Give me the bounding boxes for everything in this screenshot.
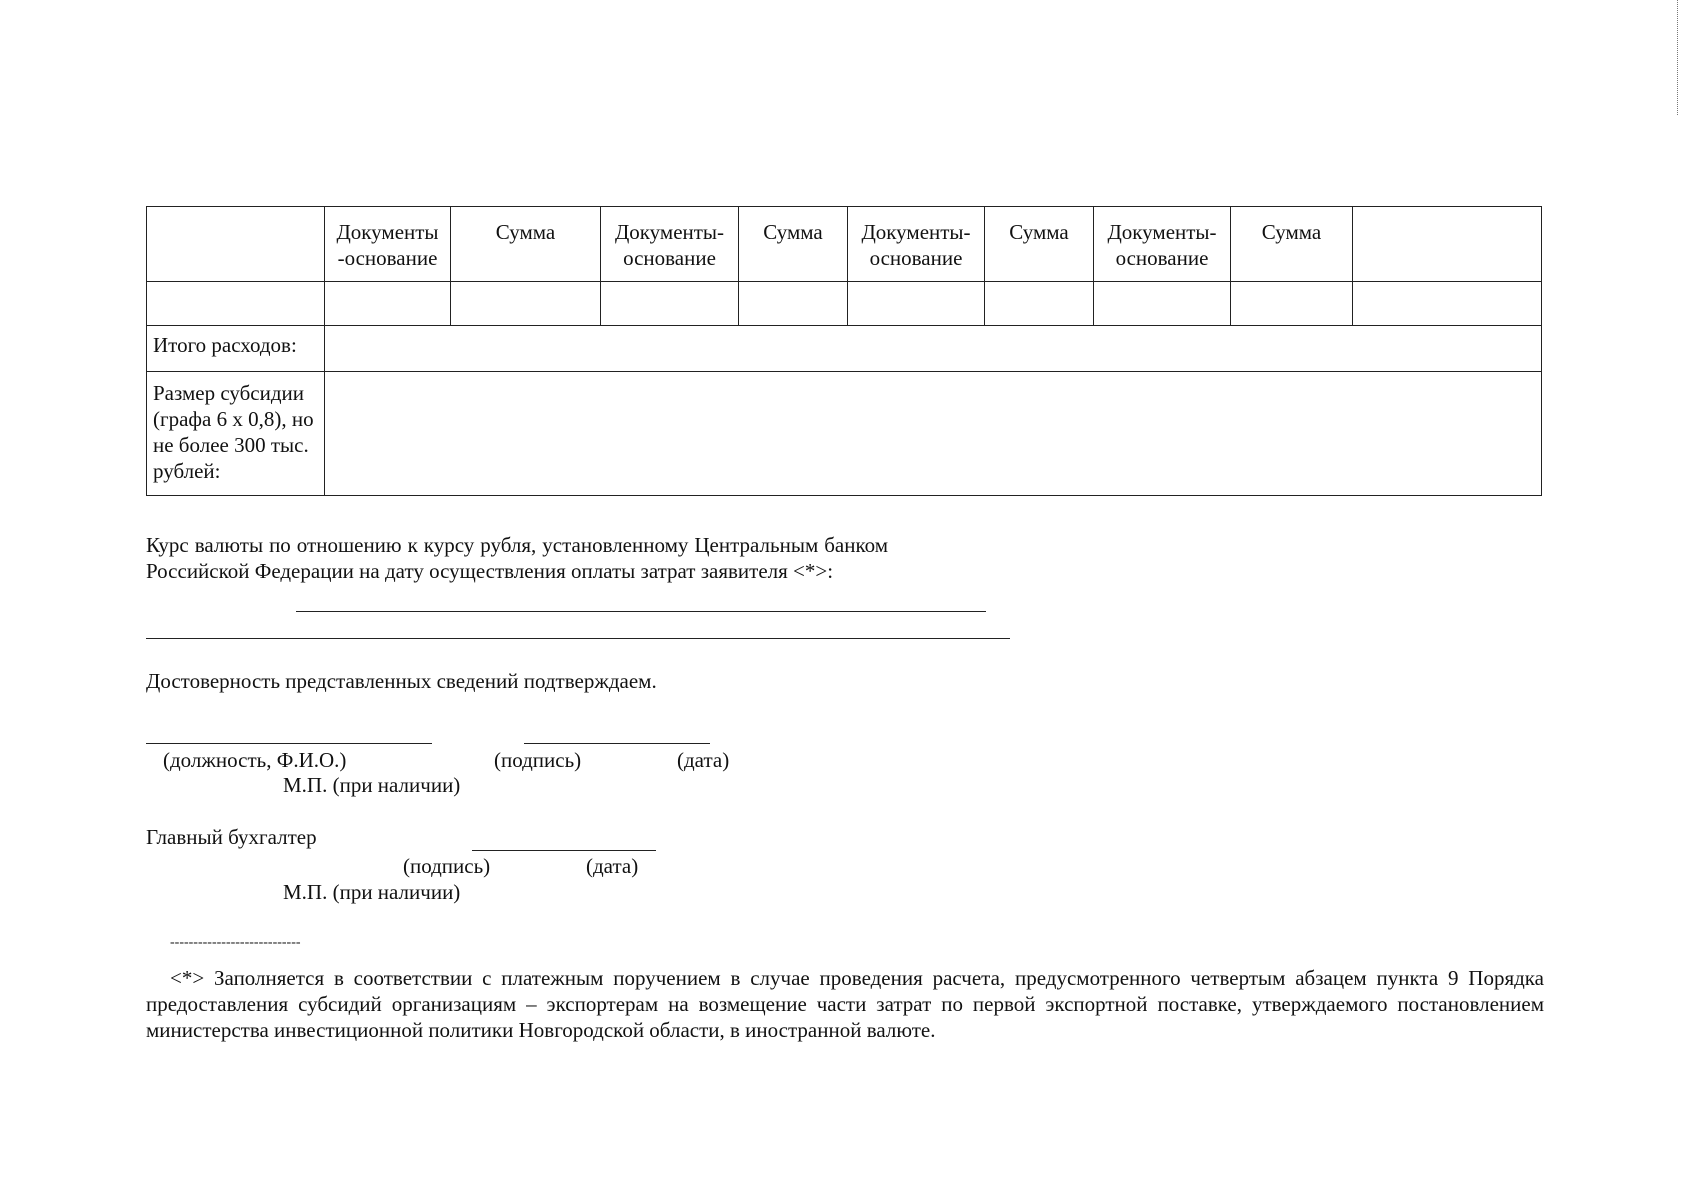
- confirmation-text: Достоверность представленных сведений подтверждаем.: [146, 669, 657, 693]
- expense-table: [146, 206, 1542, 496]
- position-name-line[interactable]: [146, 743, 432, 744]
- table-header-row: [147, 207, 1542, 282]
- header-cell-documents: Документы-основание: [601, 207, 739, 282]
- currency-rate-field-line-2[interactable]: [146, 638, 1010, 639]
- header-cell-sum: Сумма: [1231, 207, 1353, 282]
- total-expenses-label: Итого расходов:: [147, 326, 325, 372]
- subsidy-row: [147, 372, 1542, 496]
- table-cell[interactable]: [1231, 282, 1353, 326]
- total-expenses-value[interactable]: [325, 326, 1542, 372]
- table-cell[interactable]: [985, 282, 1094, 326]
- table-cell[interactable]: [1094, 282, 1231, 326]
- date-caption: (дата): [677, 748, 730, 772]
- header-cell-sum: Сумма: [985, 207, 1094, 282]
- position-name-caption: (должность, Ф.И.О.): [163, 748, 347, 772]
- header-cell-documents: Документы-основание: [848, 207, 985, 282]
- subsidy-size-value[interactable]: [325, 372, 1542, 496]
- total-row: [147, 326, 1542, 372]
- chief-accountant-signature-caption: (подпись): [403, 854, 491, 878]
- signature-line[interactable]: [524, 743, 710, 744]
- header-cell-documents: Документы -основание: [325, 207, 451, 282]
- header-cell-empty: [1353, 207, 1542, 282]
- page-edge-mark: [1677, 0, 1679, 115]
- table-cell[interactable]: [451, 282, 601, 326]
- table-cell[interactable]: [1353, 282, 1542, 326]
- footnote-separator: ----------------------------: [170, 935, 301, 950]
- currency-rate-field-line[interactable]: [296, 611, 986, 612]
- header-cell-documents: Документы-основание: [1094, 207, 1231, 282]
- chief-accountant-seal-caption: М.П. (при наличии): [283, 880, 461, 904]
- table-cell[interactable]: [325, 282, 451, 326]
- table-cell[interactable]: [848, 282, 985, 326]
- header-cell-sum: Сумма: [451, 207, 601, 282]
- seal-caption: М.П. (при наличии): [283, 773, 461, 797]
- table-cell[interactable]: [739, 282, 848, 326]
- table-data-row: [147, 282, 1542, 326]
- signature-caption: (подпись): [494, 748, 582, 772]
- footnote-text: <*> Заполняется в соответствии с платежным поручением в случае проведения расчета, предусмотренного четвертым абзацем пункта 9 Порядка предоставления субсидий организациям – экспортерам на возмещение части затрат по первой экспортной поставке, утверждаемого постановлением министерства инвестиционной политики Новгородской области, в иностранной валюте.: [146, 966, 1544, 1042]
- chief-accountant-date-caption: (дата): [586, 854, 639, 878]
- header-cell-empty: [147, 207, 325, 282]
- header-cell-sum: Сумма: [739, 207, 848, 282]
- chief-accountant-signature-line[interactable]: [472, 850, 656, 851]
- table-cell[interactable]: [601, 282, 739, 326]
- currency-rate-text: Курс валюты по отношению к курсу рубля, установленному Центральным банком Российской Федерации на дату осуществления оплаты затрат заявителя <*>:: [146, 533, 888, 583]
- subsidy-size-label: Размер субсидии (графа 6 х 0,8), но не более 300 тыс. рублей:: [147, 372, 325, 496]
- chief-accountant-title: Главный бухгалтер: [146, 825, 317, 849]
- table-cell[interactable]: [147, 282, 325, 326]
